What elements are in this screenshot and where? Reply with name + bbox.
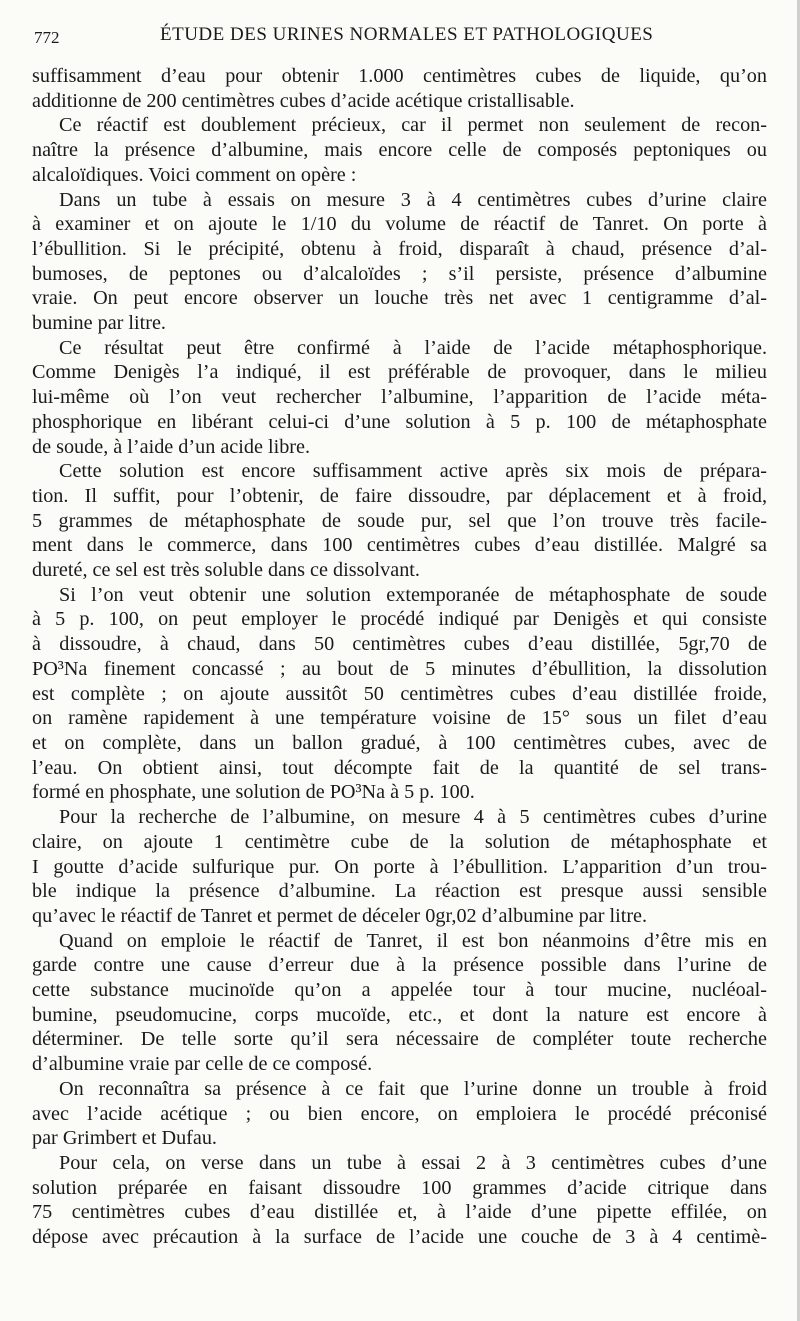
text-line: ment dans le commerce, dans 100 centimètres cubes d’eau distillée. Malgré sa (32, 534, 767, 557)
text-line: Si l’on veut obtenir une solution extemporanée de métaphosphate de soude (59, 583, 767, 606)
text-line: solution préparée en faisant dissoudre 100 grammes d’acide citrique dans (32, 1176, 767, 1199)
text-line: Dans un tube à essais on mesure 3 à 4 centimètres cubes d’urine claire (59, 188, 767, 211)
text-line: Cette solution est encore suffisamment active après six mois de prépara- (59, 460, 767, 483)
text-line: vraie. On peut encore observer un louche très net avec 1 centigramme d’al- (32, 287, 767, 310)
text-line: phosphorique en libérant celui-ci d’une solution à 5 p. 100 de métaphosphate (32, 410, 767, 433)
text-line: à dissoudre, à chaud, dans 50 centimètres cubes d’eau distillée, 5gr,70 de (32, 633, 767, 656)
text-line: cette substance mucinoïde qu’on a appelée tour à tour mucine, nucléoal- (32, 979, 767, 1002)
text-line: de soude, à l’aide d’un acide libre. (32, 435, 311, 458)
page-header (34, 22, 767, 50)
text-line: I goutte d’acide sulfurique pur. On porte à l’ébullition. L’apparition d’un trou- (32, 855, 767, 878)
running-title: ÉTUDE DES URINES NORMALES ET PATHOLOGIQUES (160, 24, 654, 45)
text-line: 75 centimètres cubes d’eau distillée et, à l’aide d’une pipette effilée, on (32, 1201, 767, 1224)
text-line: et on complète, dans un ballon gradué, à 100 centimètres cubes, avec de (32, 731, 767, 754)
text-line: qu’avec le réactif de Tanret et permet de déceler 0gr,02 d’albumine par litre. (32, 904, 648, 927)
text-line: bumoses, de peptones ou d’alcaloïdes ; s’il persiste, présence d’albumine (32, 262, 767, 285)
text-line: Pour cela, on verse dans un tube à essai 2 à 3 centimètres cubes d’une (59, 1151, 767, 1174)
text-line: d’albumine vraie par celle de ce composé. (32, 1053, 373, 1076)
text-line: déterminer. De telle sorte qu’il sera nécessaire de compléter toute recherche (32, 1028, 767, 1051)
text-line: Comme Denigès l’a indiqué, il est préférable de provoquer, dans le milieu (32, 361, 767, 384)
text-line: on ramène rapidement à une température voisine de 15° sous un filet d’eau (32, 707, 767, 730)
text-line: alcaloïdiques. Voici comment on opère : (32, 163, 357, 186)
text-line: avec l’acide acétique ; ou bien encore, on emploiera le procédé préconisé (32, 1102, 767, 1125)
text-line: Quand on emploie le réactif de Tanret, il est bon néanmoins d’être mis en (59, 929, 767, 952)
text-line: PO³Na finement concassé ; au bout de 5 minutes d’ébullition, la dissolution (32, 657, 767, 680)
text-line: claire, on ajoute 1 centimètre cube de la solution de métaphosphate et (32, 830, 767, 853)
text-line: l’eau. On obtient ainsi, tout décompte fait de la quantité de sel trans- (32, 756, 767, 779)
text-line: suffisamment d’eau pour obtenir 1.000 centimètres cubes de liquide, qu’on (32, 65, 767, 87)
page-number: 772 (34, 28, 60, 47)
text-line: 5 grammes de métaphosphate de soude pur, sel que l’on trouve très facile- (32, 509, 767, 532)
text-line: naître la présence d’albumine, mais encore celle de composés peptoniques ou (32, 139, 767, 162)
text-line: est complète ; on ajoute aussitôt 50 centimètres cubes d’eau distillée froide, (32, 682, 767, 705)
text-line: dépose avec précaution à la surface de l’acide une couche de 3 à 4 centimè- (32, 1226, 767, 1249)
text-line: Ce résultat peut être confirmé à l’aide de l’acide métaphosphorique. (59, 336, 767, 359)
text-line: ble indique la présence d’albumine. La réaction est presque aussi sensible (32, 880, 767, 903)
text-line: l’ébullition. Si le précipité, obtenu à froid, disparaît à chaud, présence d’al- (32, 237, 767, 260)
text-line: garde contre une cause d’erreur due à la présence possible dans l’urine de (32, 954, 767, 977)
text-line: lui-même où l’on veut rechercher l’albumine, l’apparition de l’acide méta- (32, 386, 767, 409)
text-line: à examiner et on ajoute le 1/10 du volume de réactif de Tanret. On porte à (32, 213, 767, 236)
body-text (32, 64, 767, 1250)
text-line: bumine, pseudomucine, corps mucoïde, etc., et dont la nature est encore à (32, 1003, 767, 1026)
text-line: par Grimbert et Dufau. (32, 1127, 217, 1150)
text-line: à 5 p. 100, on peut employer le procédé indiqué par Denigès et qui consiste (32, 608, 767, 631)
text-line: tion. Il suffit, pour l’obtenir, de faire dissoudre, par déplacement et à froid, (32, 484, 767, 507)
text-line: Pour la recherche de l’albumine, on mesure 4 à 5 centimètres cubes d’urine (59, 806, 767, 829)
text-line: Ce réactif est doublement précieux, car il permet non seulement de recon- (59, 114, 767, 137)
text-line: dureté, ce sel est très soluble dans ce dissolvant. (32, 559, 420, 582)
text-line: additionne de 200 centimètres cubes d’acide acétique cristallisable. (32, 89, 575, 112)
text-line: bumine par litre. (32, 312, 166, 335)
text-line: formé en phosphate, une solution de PO³Na à 5 p. 100. (32, 781, 475, 804)
text-line: On reconnaîtra sa présence à ce fait que l’urine donne un trouble à froid (59, 1077, 767, 1100)
